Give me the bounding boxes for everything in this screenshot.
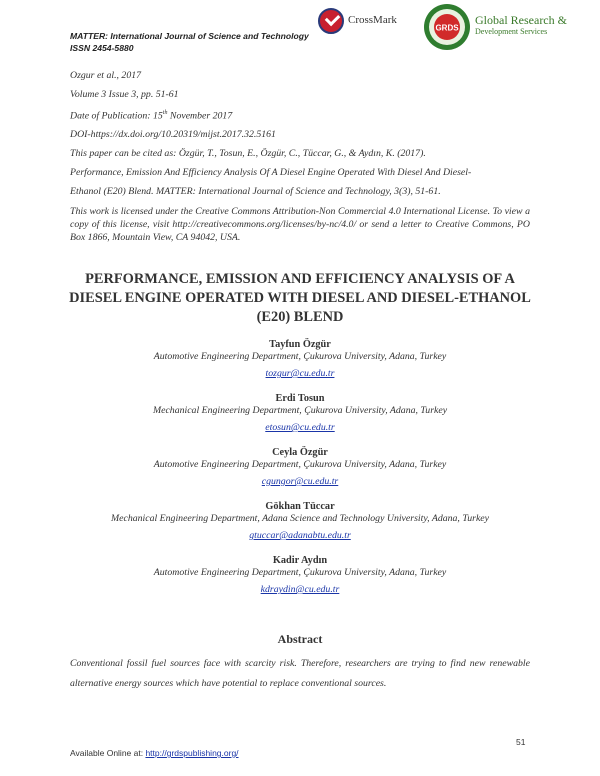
grds-brand	[475, 14, 567, 37]
author-affiliation: Automotive Engineering Department, Çukurova University, Adana, Turkey	[153, 459, 447, 470]
abstract-text: Conventional fossil fuel sources face with scarcity risk. Therefore, researchers are trying to find new renewable alternative energy sources which have potential to replace conventional sources.	[70, 658, 530, 689]
article-meta	[70, 66, 530, 244]
citation-line-2: Performance, Emission And Efficiency Analysis Of A Diesel Engine Operated With Diesel And Diesel-	[70, 167, 472, 179]
author-block	[60, 500, 540, 543]
abstract-heading: Abstract	[277, 632, 323, 646]
author-affiliation: Automotive Engineering Department, Çukurova University, Adana, Turkey	[153, 567, 447, 578]
footer-available-online	[70, 748, 239, 758]
author-email-link[interactable]: tozgur@cu.edu.tr	[265, 368, 335, 379]
author-affiliation: Automotive Engineering Department, Çukurova University, Adana, Turkey	[153, 351, 447, 362]
doi[interactable]: DOI-https://dx.doi.org/10.20319/mijst.2017.32.5161	[70, 129, 276, 141]
author-email-link[interactable]: cgungor@cu.edu.tr	[261, 476, 339, 487]
footer-link[interactable]: http://grdspublishing.org/	[145, 748, 239, 758]
author-year: Ozgur et al., 2017	[70, 70, 142, 81]
license-text: This work is licensed under the Creative Commons Attribution-Non Commercial 4.0 International License. To view a copy of this license, visit http://creativecommons.org/licenses/by-nc/4.0/ or send a letter to Creative Commons, PO Box 1866, Mountain View, CA 94042, USA.	[70, 206, 530, 244]
pub-date-sup: th	[162, 110, 168, 116]
author-affiliation: Mechanical Engineering Department, Çukurova University, Adana, Turkey	[152, 405, 448, 416]
footer-prefix: Available Online at:	[70, 748, 146, 758]
author-email-link[interactable]: kdraydin@cu.edu.tr	[260, 584, 340, 595]
paper-title: PERFORMANCE, EMISSION AND EFFICIENCY ANALYSIS OF A DIESEL ENGINE OPERATED WITH DIESEL AND DIESEL-ETHANOL (E20) BLEND	[69, 271, 531, 325]
author-name: Kadir Aydın	[272, 555, 328, 566]
author-block	[60, 554, 540, 597]
author-list	[60, 338, 540, 608]
crossmark-icon	[318, 8, 344, 34]
grds-name-line1: Global Research &	[475, 13, 567, 27]
author-block	[60, 392, 540, 435]
publication-date	[70, 104, 530, 125]
author-name: Gökhan Tüccar	[265, 501, 335, 512]
grds-logo-text: GRDS	[435, 23, 459, 33]
author-block	[60, 446, 540, 489]
grds-logo-icon	[420, 2, 474, 52]
crossmark-label: CrossMark	[348, 14, 397, 26]
author-block	[60, 338, 540, 381]
author-email-link[interactable]: gtuccar@adanabtu.edu.tr	[249, 530, 351, 541]
volume-issue: Volume 3 Issue 3, pp. 51-61	[70, 89, 179, 100]
grds-name-line2: Development Services	[475, 27, 548, 36]
author-affiliation: Mechanical Engineering Department, Adana Science and Technology University, Adana, Turkey	[110, 513, 489, 524]
crossmark-logo[interactable]	[318, 6, 410, 34]
pub-date-prefix: Date of Publication: 15	[70, 110, 163, 122]
author-email-link[interactable]: etosun@cu.edu.tr	[265, 422, 335, 433]
citation-line-3: Ethanol (E20) Blend. MATTER: International Journal of Science and Technology, 3(3), 51-61.	[70, 186, 441, 198]
author-name: Ceyla Özgür	[272, 447, 328, 458]
author-name: Tayfun Özgür	[269, 339, 331, 350]
author-name: Erdi Tosun	[275, 393, 325, 404]
pub-date-suffix: November 2017	[167, 110, 233, 122]
citation-line-1: This paper can be cited as: Özgür, T., Tosun, E., Özgür, C., Tüccar, G., & Aydın, K. (2017).	[70, 148, 426, 160]
journal-issn: ISSN 2454-5880	[70, 43, 134, 53]
journal-name: MATTER: International Journal of Science and Technology	[70, 31, 309, 41]
page-number: 51	[516, 737, 526, 747]
journal-header	[70, 30, 309, 54]
